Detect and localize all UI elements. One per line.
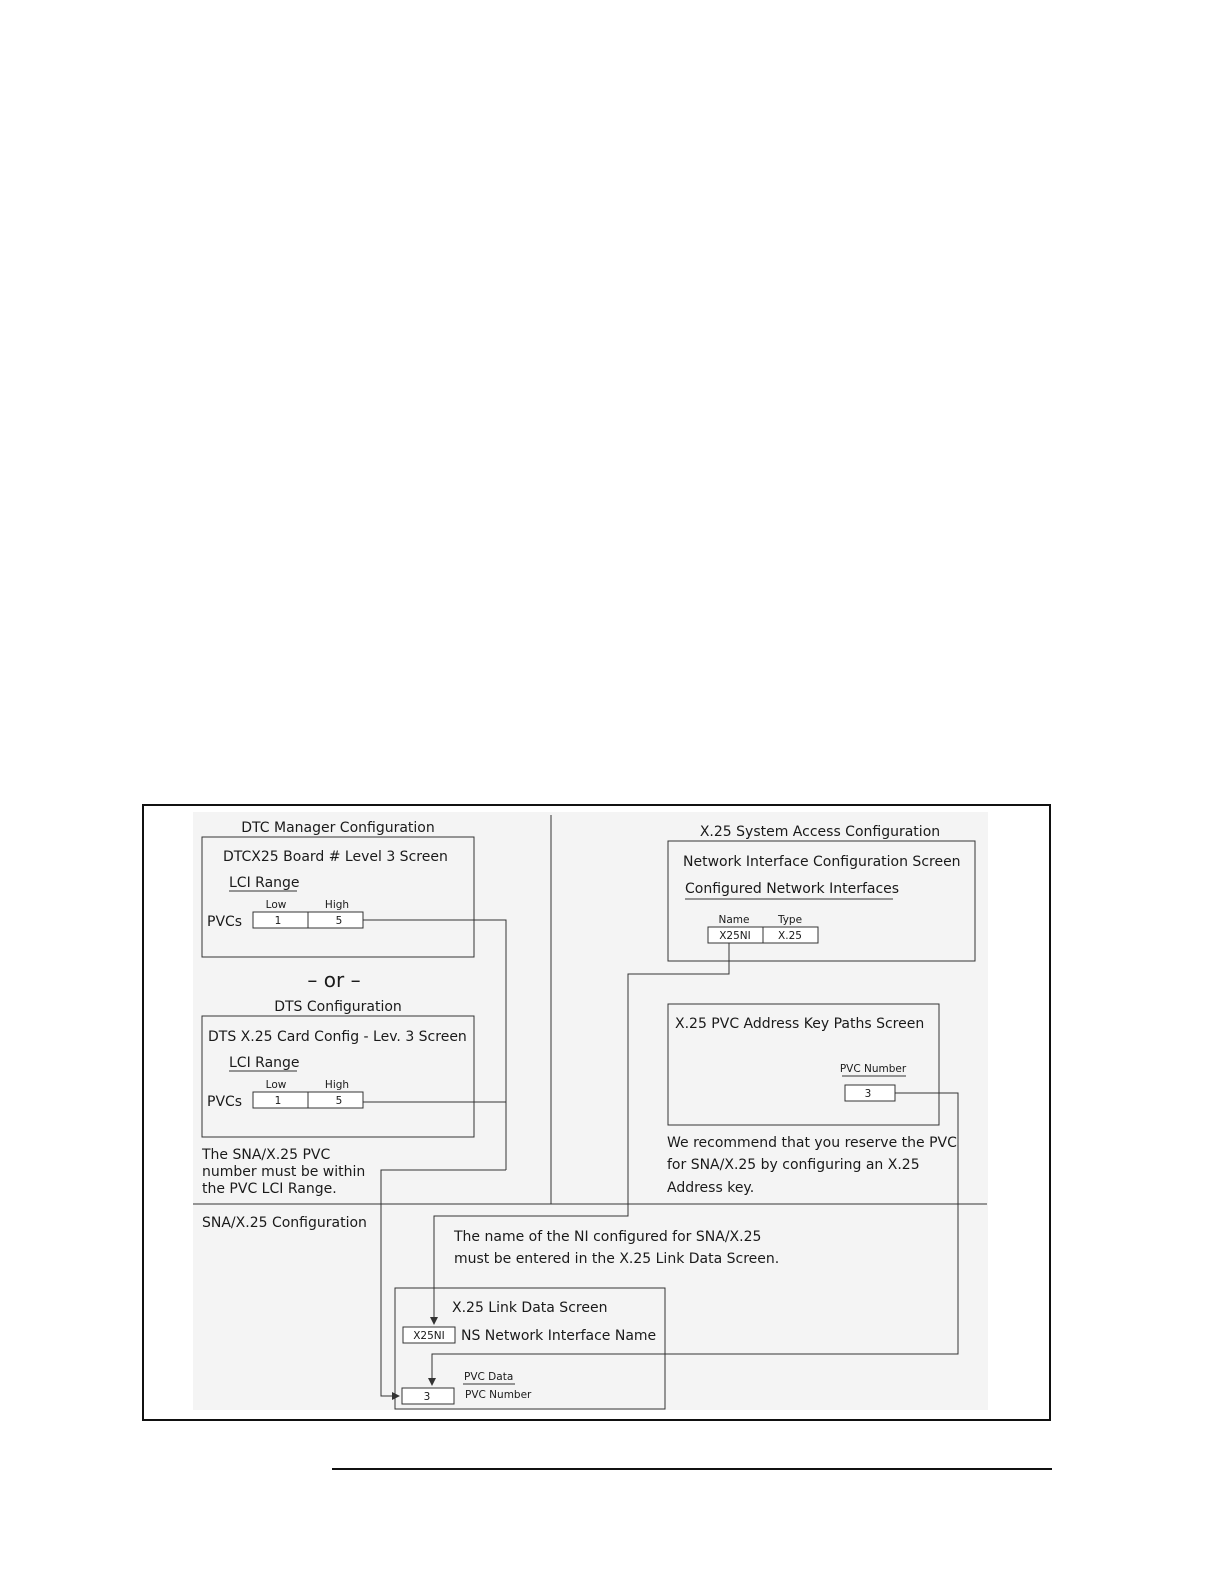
dtc-low-label: Low <box>265 899 287 911</box>
sna-note-line-1: The name of the NI configured for SNA/X.25 <box>454 1229 762 1245</box>
dts-low-label: Low <box>265 1079 287 1091</box>
ni-name-value: X25NI <box>719 930 751 942</box>
link-data-screen-title: X.25 Link Data Screen <box>452 1300 608 1316</box>
dts-high-value: 5 <box>335 1095 343 1107</box>
dts-note-line-3: the PVC LCI Range. <box>202 1181 337 1197</box>
dtc-screen-title: DTCX25 Board # Level 3 Screen <box>223 849 448 865</box>
x25-note-line-1: We recommend that you reserve the PVC <box>667 1135 957 1151</box>
pvc-data-label: PVC Data <box>464 1371 514 1383</box>
drawing-background <box>193 812 988 1410</box>
ni-type-label: Type <box>777 914 803 926</box>
pvc-address-number-label: PVC Number <box>839 1063 907 1075</box>
link-pvc-number-label: PVC Number <box>465 1389 532 1401</box>
x25-note-line-3: Address key. <box>667 1180 755 1196</box>
dts-pvcs-label: PVCs <box>207 1094 243 1110</box>
dts-screen-title: DTS X.25 Card Config - Lev. 3 Screen <box>208 1029 467 1045</box>
pvc-address-screen-title: X.25 PVC Address Key Paths Screen <box>675 1016 925 1032</box>
x25-sys-section-title: X.25 System Access Configuration <box>699 824 941 840</box>
dtc-section-title: DTC Manager Configuration <box>241 820 435 836</box>
dts-note-line-1: The SNA/X.25 PVC <box>202 1147 331 1163</box>
dtc-high-label: High <box>324 899 350 911</box>
dtc-pvcs-label: PVCs <box>207 914 243 930</box>
ni-type-value: X.25 <box>778 930 802 942</box>
dts-lci-range-label: LCI Range <box>229 1055 300 1071</box>
dtc-high-value: 5 <box>335 915 343 927</box>
or-separator: – or – <box>307 968 361 992</box>
dtc-lci-range-label: LCI Range <box>229 875 300 891</box>
dts-low-value: 1 <box>274 1095 282 1107</box>
dts-high-label: High <box>324 1079 350 1091</box>
link-ni-label: NS Network Interface Name <box>461 1328 657 1344</box>
link-ni-value: X25NI <box>413 1330 445 1342</box>
link-pvc-value: 3 <box>423 1391 431 1403</box>
dts-section-title: DTS Configuration <box>274 999 402 1015</box>
ni-name-label: Name <box>718 914 750 926</box>
sna-note-line-2: must be entered in the X.25 Link Data Screen. <box>454 1251 780 1267</box>
pvc-address-number-value: 3 <box>864 1088 872 1100</box>
ni-config-screen-title: Network Interface Configuration Screen <box>683 854 961 870</box>
x25-note-line-2: for SNA/X.25 by configuring an X.25 <box>667 1157 920 1173</box>
dtc-low-value: 1 <box>274 915 282 927</box>
sna-section-title: SNA/X.25 Configuration <box>202 1215 367 1231</box>
configured-ni-label: Configured Network Interfaces <box>685 881 900 897</box>
dts-note-line-2: number must be within <box>202 1164 366 1180</box>
